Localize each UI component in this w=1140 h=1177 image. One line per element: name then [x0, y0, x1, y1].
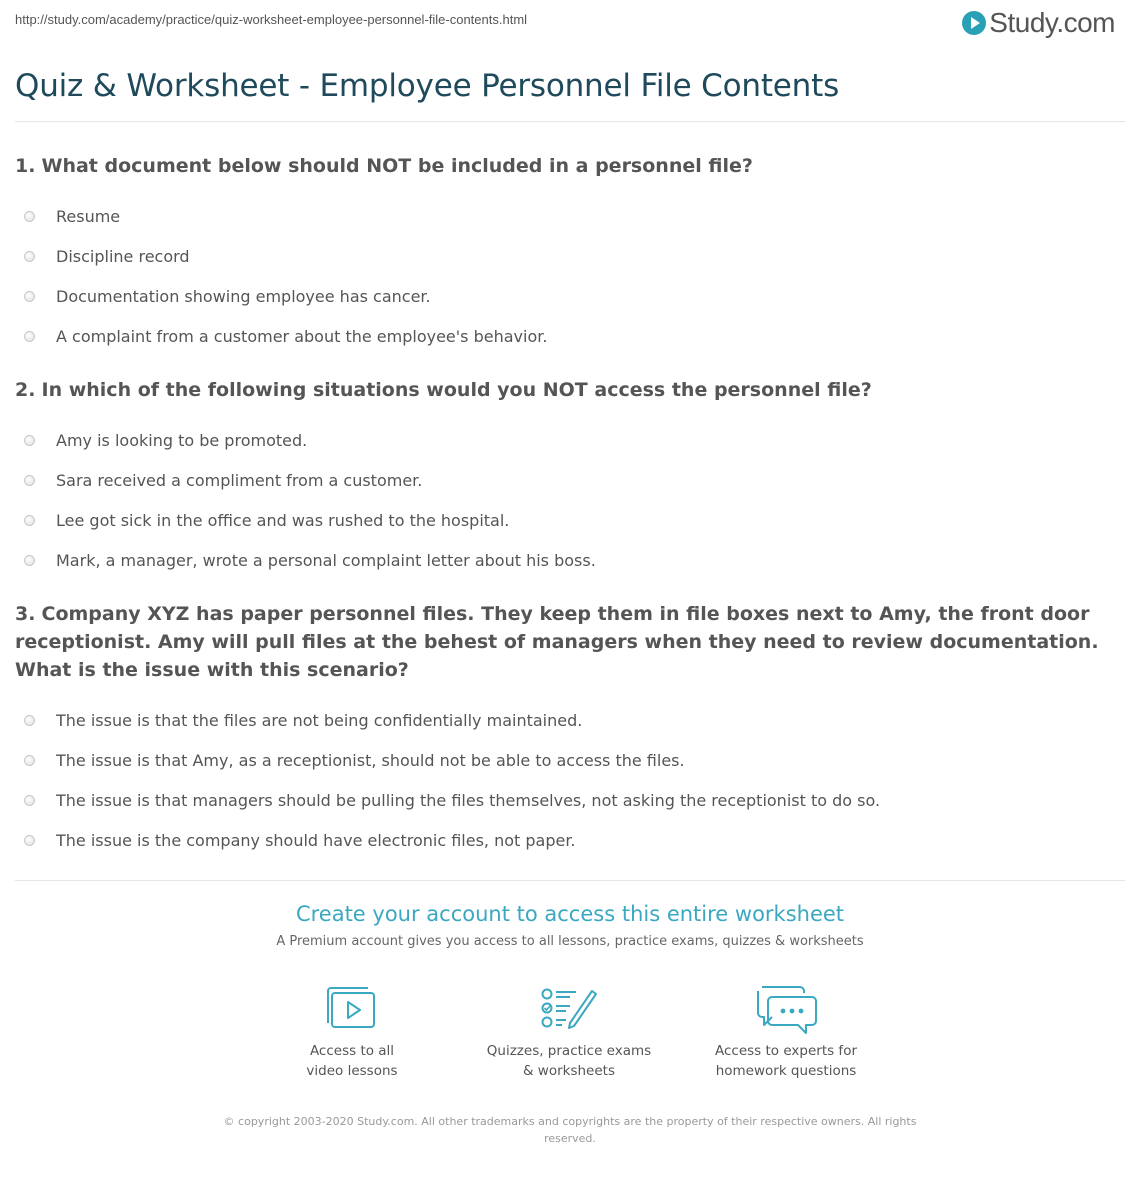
radio-icon[interactable]	[24, 475, 35, 486]
radio-icon[interactable]	[24, 251, 35, 262]
option-label: Lee got sick in the office and was rushed to the hospital.	[56, 510, 510, 530]
option-label: Resume	[56, 206, 121, 226]
option-label: The issue is that Amy, as a receptionist, should not be able to access the files.	[56, 750, 685, 770]
radio-icon[interactable]	[24, 715, 35, 726]
answer-option[interactable]	[15, 700, 1125, 740]
cta-subtitle: A Premium account gives you access to all lessons, practice exams, quizzes & worksheets	[276, 934, 864, 949]
divider	[15, 880, 1125, 881]
question-number: 3.	[15, 603, 36, 625]
option-label: Amy is looking to be promoted.	[56, 430, 308, 450]
answer-options	[15, 420, 1125, 580]
study-logo[interactable]	[962, 6, 1115, 40]
question-3	[15, 600, 1125, 860]
answer-option[interactable]	[15, 780, 1125, 820]
feature-label-line: Quizzes, practice exams	[486, 1043, 652, 1059]
answer-option[interactable]	[15, 276, 1125, 316]
cta-title[interactable]: Create your account to access this entire worksheet	[295, 902, 845, 926]
feature-label-line: homework questions	[715, 1063, 857, 1079]
feature-label-line: Access to experts for	[714, 1043, 857, 1059]
video-lesson-icon	[326, 985, 378, 1031]
feature-label	[469, 1041, 669, 1081]
question-number: 2.	[15, 379, 36, 401]
question-text	[15, 600, 1125, 684]
radio-icon[interactable]	[24, 755, 35, 766]
question-text	[15, 152, 1125, 180]
page-url[interactable]: http://study.com/academy/practice/quiz-worksheet-employee-personnel-file-contents.html	[15, 12, 528, 27]
radio-icon[interactable]	[24, 291, 35, 302]
radio-icon[interactable]	[24, 835, 35, 846]
option-label: The issue is the company should have electronic files, not paper.	[56, 830, 576, 850]
option-label: A complaint from a customer about the employee's behavior.	[56, 326, 548, 346]
feature-video-lessons	[252, 985, 452, 1081]
feature-label	[686, 1041, 886, 1081]
feature-label	[252, 1041, 452, 1081]
radio-icon[interactable]	[24, 555, 35, 566]
answer-option[interactable]	[15, 420, 1125, 460]
answer-option[interactable]	[15, 236, 1125, 276]
answer-option[interactable]	[15, 540, 1125, 580]
chat-bubbles-icon	[754, 985, 818, 1037]
answer-option[interactable]	[15, 196, 1125, 236]
answer-options	[15, 196, 1125, 356]
question-prompt: In which of the following situations would you NOT access the personnel file?	[41, 379, 872, 401]
option-label: Mark, a manager, wrote a personal complaint letter about his boss.	[56, 550, 596, 570]
feature-quizzes	[469, 985, 669, 1081]
radio-icon[interactable]	[24, 211, 35, 222]
answer-option[interactable]	[15, 820, 1125, 860]
signup-cta	[0, 902, 1140, 949]
question-1	[15, 152, 1125, 356]
question-number: 1.	[15, 155, 36, 177]
answer-option[interactable]	[15, 316, 1125, 356]
answer-option[interactable]	[15, 500, 1125, 540]
question-prompt: What document below should NOT be included in a personnel file?	[41, 155, 753, 177]
radio-icon[interactable]	[24, 515, 35, 526]
quiz-checklist-icon	[540, 985, 598, 1031]
option-label: Discipline record	[56, 246, 190, 266]
question-text	[15, 376, 1125, 404]
radio-icon[interactable]	[24, 331, 35, 342]
answer-option[interactable]	[15, 740, 1125, 780]
option-label: The issue is that managers should be pulling the files themselves, not asking the receptionist to do so.	[56, 790, 881, 810]
feature-experts	[686, 985, 886, 1081]
option-label: The issue is that the files are not being confidentially maintained.	[56, 710, 583, 730]
logo-text: Study.com	[989, 7, 1115, 38]
feature-list	[0, 985, 1140, 1095]
option-label: Sara received a compliment from a customer.	[56, 470, 423, 490]
feature-label-line: video lessons	[306, 1063, 398, 1079]
radio-icon[interactable]	[24, 435, 35, 446]
top-bar	[15, 0, 1125, 44]
feature-label-line: Access to all	[309, 1043, 395, 1059]
feature-label-line: & worksheets	[522, 1063, 615, 1079]
page-title: Quiz & Worksheet - Employee Personnel File Contents	[15, 68, 840, 104]
answer-options	[15, 700, 1125, 860]
radio-icon[interactable]	[24, 795, 35, 806]
question-2	[15, 376, 1125, 580]
answer-option[interactable]	[15, 460, 1125, 500]
option-label: Documentation showing employee has cancer.	[56, 286, 431, 306]
divider	[15, 121, 1125, 122]
play-circle-icon	[962, 11, 986, 35]
question-prompt: Company XYZ has paper personnel files. They keep them in file boxes next to Amy, the front door receptionist. Amy will pull files at the behest of managers when they need to review documentation. What is the issue with this scenario?	[15, 603, 1099, 681]
copyright-footer: © copyright 2003-2020 Study.com. All other trademarks and copyrights are the property of their respective owners. All rights reserved.	[223, 1115, 917, 1145]
